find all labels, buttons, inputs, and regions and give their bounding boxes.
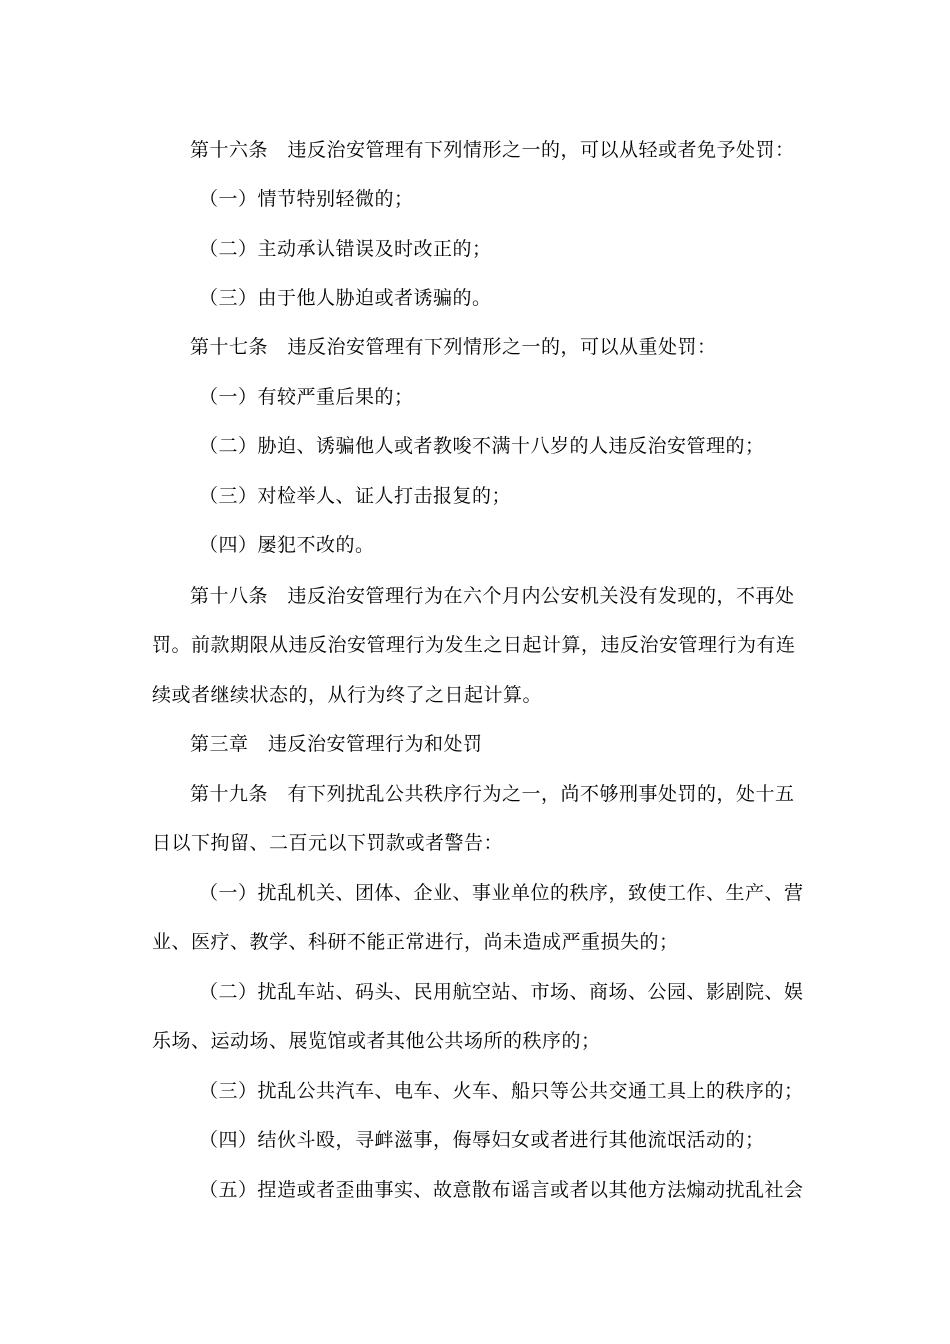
article-19-item-4: （四）结伙斗殴，寻衅滋事，侮辱妇女或者进行其他流氓活动的； — [199, 1129, 765, 1151]
article-17-item-2: （二）胁迫、诱骗他人或者教唆不满十八岁的人违反治安管理的； — [199, 435, 765, 457]
article-17-heading: 第十七条 违反治安管理有下列情形之一的，可以从重处罚： — [190, 336, 717, 358]
article-16-item-2: （二）主动承认错误及时改正的； — [199, 238, 492, 260]
article-19-item-2-line-1: （二）扰乱车站、码头、民用航空站、市场、商场、公园、影剧院、娱 — [199, 981, 804, 1003]
article-16-item-1: （一）情节特别轻微的； — [199, 188, 414, 210]
article-18-line-3: 续或者继续状态的，从行为终了之日起计算。 — [152, 684, 543, 706]
chapter-3-heading: 第三章 违反治安管理行为和处罚 — [190, 733, 483, 755]
article-19-item-5-line-1: （五）捏造或者歪曲事实、故意散布谣言或者以其他方法煽动扰乱社会 — [199, 1179, 804, 1201]
article-19-line-1: 第十九条 有下列扰乱公共秩序行为之一，尚不够刑事处罚的，处十五 — [190, 783, 795, 805]
article-19-item-3: （三）扰乱公共汽车、电车、火车、船只等公共交通工具上的秩序的； — [199, 1080, 804, 1102]
article-19-item-2-line-2: 乐场、运动场、展览馆或者其他公共场所的秩序的； — [152, 1030, 601, 1052]
article-17-item-1: （一）有较严重后果的； — [199, 386, 414, 408]
article-16-heading: 第十六条 违反治安管理有下列情形之一的，可以从轻或者免予处罚： — [190, 139, 795, 161]
article-19-item-1-line-2: 业、医疗、教学、科研不能正常进行，尚未造成严重损失的； — [152, 931, 679, 953]
article-16-item-3: （三）由于他人胁迫或者诱骗的。 — [199, 287, 492, 309]
article-17-item-4: （四）屡犯不改的。 — [199, 534, 375, 556]
article-18-line-2: 罚。前款期限从违反治安管理行为发生之日起计算，违反治安管理行为有连 — [152, 634, 796, 656]
article-17-item-3: （三）对检举人、证人打击报复的； — [199, 485, 512, 507]
article-18-line-1: 第十八条 违反治安管理行为在六个月内公安机关没有发现的，不再处 — [190, 585, 795, 607]
article-19-line-2: 日以下拘留、二百元以下罚款或者警告： — [152, 832, 504, 854]
article-19-item-1-line-1: （一）扰乱机关、团体、企业、事业单位的秩序，致使工作、生产、营 — [199, 882, 804, 904]
